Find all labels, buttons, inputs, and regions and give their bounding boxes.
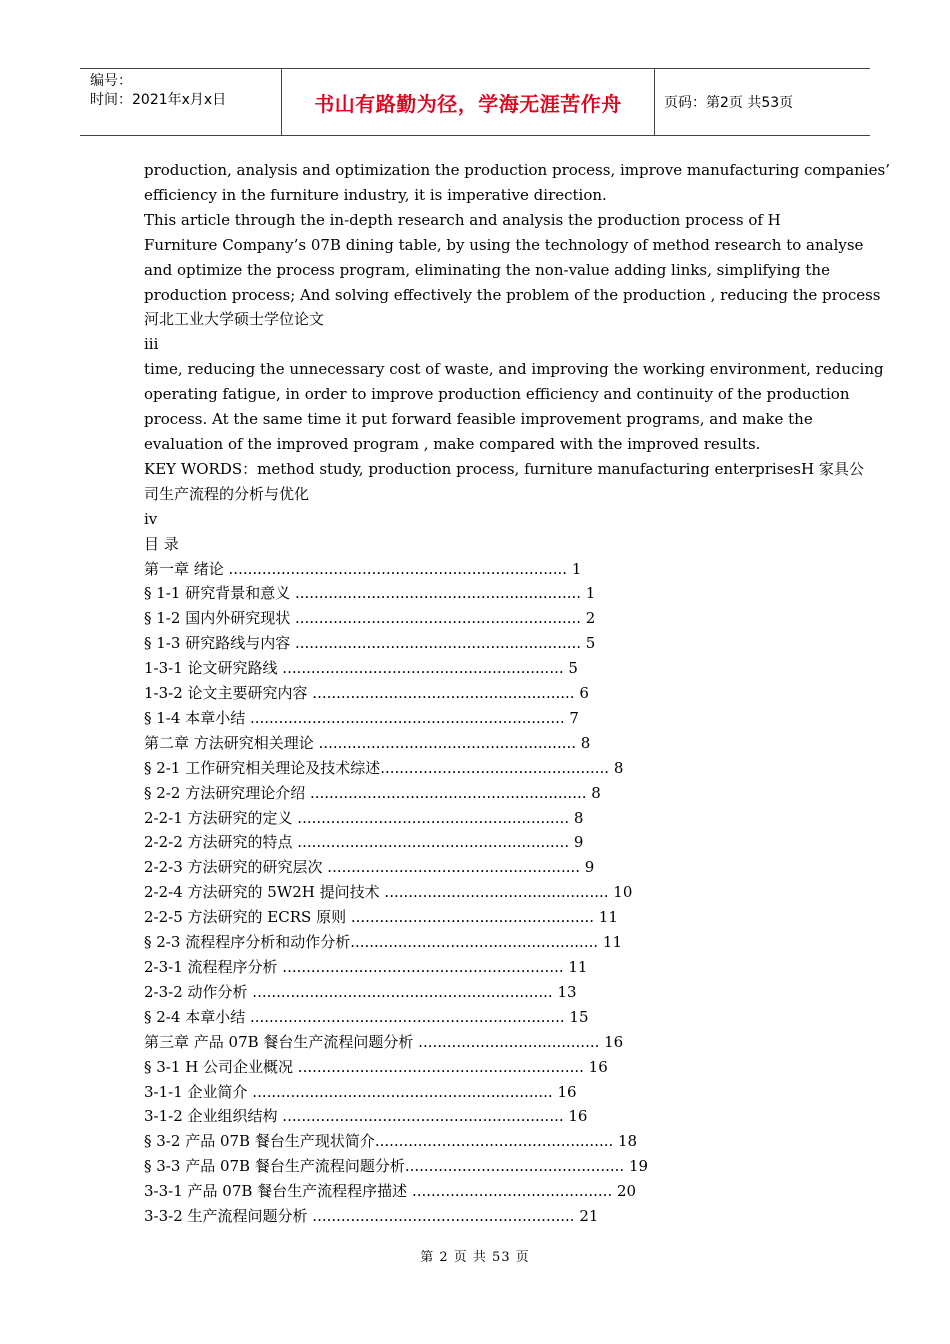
toc-entry[interactable]: 2-3-1 流程程序分析 ........................................................... 11 [144,958,588,976]
page-numeral: iv [144,509,158,528]
text-line: and optimize the process program, eliminating the non-value adding links, simplifying the [144,260,830,279]
toc-entry[interactable]: § 2-4 本章小结 .................................................................. 15 [144,1007,589,1026]
toc-entry[interactable]: § 1-2 国内外研究现状 ............................................................ 2 [144,609,596,628]
number-label: 编号： [90,73,132,89]
toc-entry[interactable]: 2-2-2 方法研究的特点 ......................................................... 9 [144,833,584,852]
text-line: evaluation of the improved program , make compared with the improved results. [144,434,761,453]
toc-entry[interactable]: § 3-2 产品 07B 餐台生产现状简介.................................................. 18 [144,1132,638,1151]
page-numeral: iii [144,335,159,354]
table-of-contents [144,557,812,1229]
toc-entry[interactable]: § 2-1 工作研究相关理论及技术综述................................................ 8 [144,758,624,777]
running-header: 河北工业大学硕士学位论文 [144,310,325,329]
text-line: production process; And solving effectively the problem of the production , reducing the process [144,285,881,304]
toc-entry[interactable]: § 2-2 方法研究理论介绍 .......................................................... 8 [144,783,601,802]
toc-entry[interactable]: § 2-3 流程程序分析和动作分析.................................................... 11 [144,933,622,952]
toc-entry[interactable]: 2-2-1 方法研究的定义 ......................................................... 8 [144,808,584,827]
toc-entry[interactable]: 3-3-1 产品 07B 餐台生产流程程序描述 .......................................... 20 [144,1182,637,1201]
header-page-info: 页码：第2页 共53页 [664,95,794,111]
toc-entry[interactable]: 1-3-2 论文主要研究内容 ....................................................... 6 [144,684,589,703]
date-label: 时间：2021年x月x日 [90,92,227,108]
toc-entry[interactable]: 第三章 产品 07B 餐台生产流程问题分析 ...................................... 16 [144,1032,624,1051]
toc-entry[interactable]: 3-1-1 企业简介 ............................................................... 16 [144,1082,577,1101]
text-line: efficiency in the furniture industry, it is imperative direction. [144,185,607,204]
text-line: time, reducing the unnecessary cost of waste, and improving the working environment, reducing [144,360,884,379]
text-line: process. At the same time it put forward feasible improvement programs, and make the [144,410,813,429]
text-line: operating fatigue, in order to improve production efficiency and continuity of the production [144,385,850,404]
toc-entry[interactable]: § 3-3 产品 07B 餐台生产流程问题分析.............................................. 19 [144,1157,649,1176]
toc-entry[interactable]: 第二章 方法研究相关理论 ...................................................... 8 [144,733,591,752]
toc-title: 目 录 [144,534,179,553]
toc-entry[interactable]: 1-3-1 论文研究路线 ........................................................... 5 [144,659,578,678]
page-header [80,68,870,136]
toc-entry[interactable]: 第一章 绪论 ....................................................................... 1 [144,559,582,578]
toc-entry[interactable]: 2-2-3 方法研究的研究层次 ..................................................... 9 [144,858,595,877]
toc-entry[interactable]: § 3-1 H 公司企业概况 ............................................................ 16 [144,1057,608,1076]
toc-entry[interactable]: 2-2-4 方法研究的 5W2H 提问技术 ............................................... 10 [144,883,633,902]
toc-entry[interactable]: § 1-4 本章小结 .................................................................. 7 [144,708,579,727]
text-line: 司生产流程的分析与优化 [144,484,310,503]
page-footer: 第 2 页 共 53 页 [420,1250,530,1265]
text-line: This article through the in-depth research and analysis the production process of H [144,210,781,229]
text-line: production, analysis and optimization the production process, improve manufacturing companies’ [144,161,890,179]
keywords-line: KEY WORDS：method study, production process, furniture manufacturing enterprisesH 家具公 [144,459,864,478]
header-motto: 书山有路勤为径，学海无涯苦作舟 [282,69,655,135]
text-line: Furniture Company’s 07B dining table, by using the technology of method research to analyse [144,235,864,254]
header-meta [80,69,282,135]
toc-entry[interactable]: 3-1-2 企业组织结构 ........................................................... 16 [144,1107,588,1126]
toc-entry[interactable]: 3-3-2 生产流程问题分析 ....................................................... 21 [144,1207,599,1226]
toc-entry[interactable]: 2-2-5 方法研究的 ECRS 原则 ................................................... 11 [144,908,618,927]
toc-entry[interactable]: 2-3-2 动作分析 ............................................................... 13 [144,982,577,1001]
toc-entry[interactable]: § 1-3 研究路线与内容 ............................................................ 5 [144,634,596,653]
document-body [144,158,890,1229]
toc-entry[interactable]: § 1-1 研究背景和意义 ............................................................ 1 [144,584,596,603]
